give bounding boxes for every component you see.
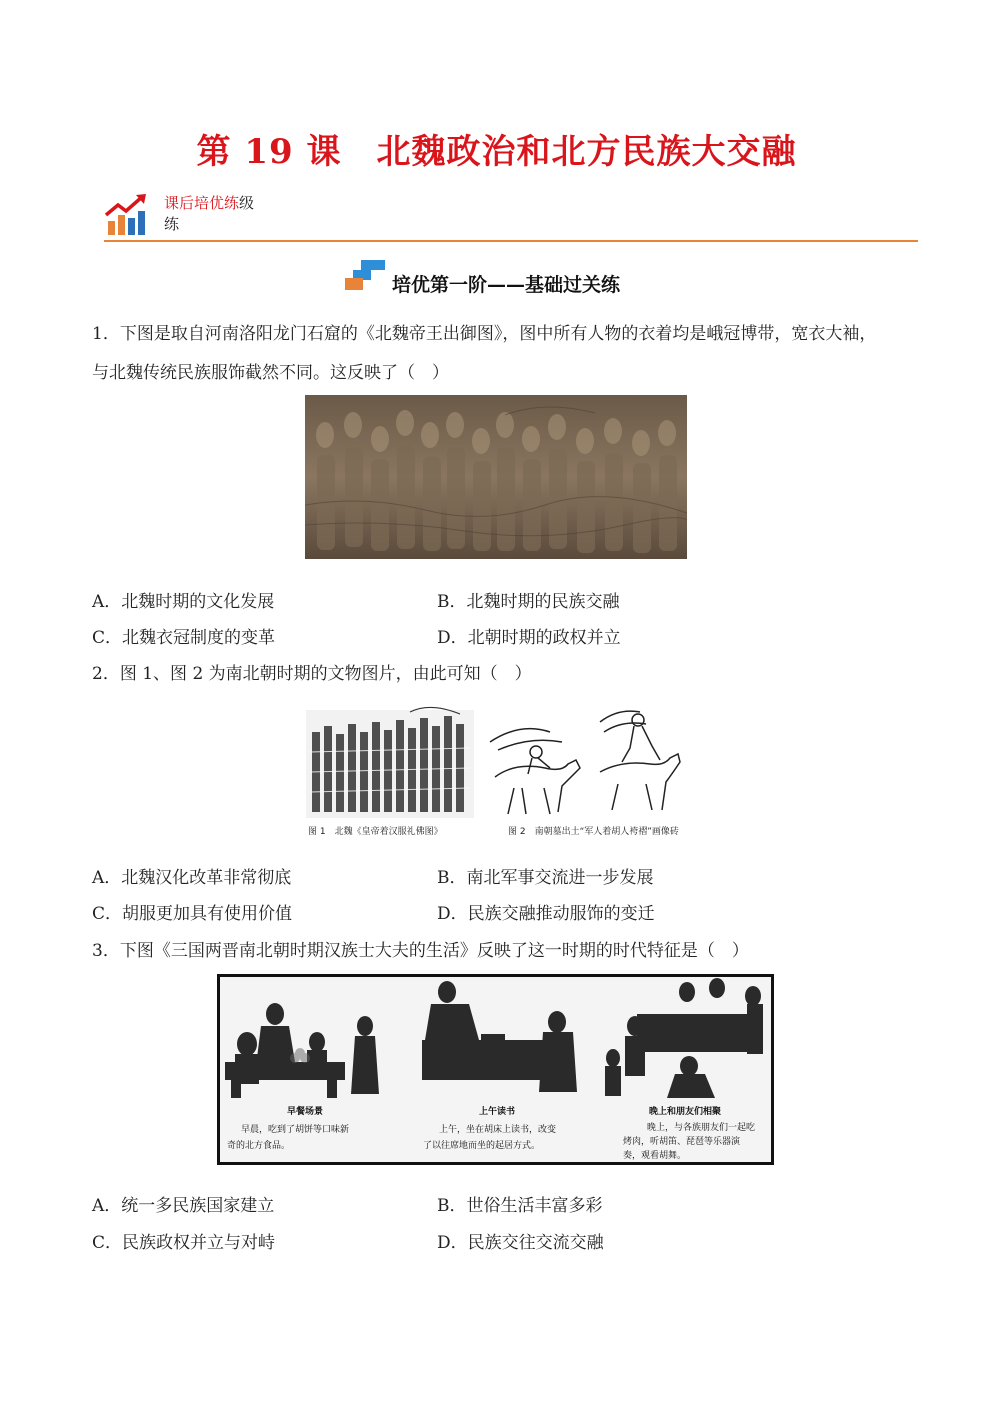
q1-option-c[interactable]: C．北魏衣冠制度的变革 [92, 628, 276, 648]
q2-option-d[interactable]: D．民族交融推动服饰的变迁 [437, 904, 655, 924]
panel-3-heading: 晚上和朋友们相聚 [649, 1107, 722, 1117]
panel-2-heading: 上午读书 [479, 1107, 516, 1117]
page-title: 第 19 课 北魏政治和北方民族大交融 [196, 132, 797, 172]
panel-1-text-2: 奇的北方食品。 [227, 1141, 291, 1151]
q3-option-d[interactable]: D．民族交往交流交融 [437, 1233, 604, 1253]
question-1-line-1: 1．下图是取自河南洛阳龙门石窟的《北魏帝王出御图》，图中所有人物的衣着均是峨冠博带，宽衣大袖， [92, 324, 877, 344]
badge-label-tail: 级 [239, 194, 255, 212]
question-2-line-1: 2．图 1、图 2 为南北朝时期的文物图片，由此可知（ ） [92, 664, 532, 684]
badge-label-line2: 练 [164, 215, 180, 233]
badge-label-red: 课后培优练 [164, 194, 240, 212]
panel-1-heading: 早餐场景 [287, 1107, 324, 1117]
practice-badge [164, 193, 254, 235]
panel-3-text-2: 烤肉，听胡笛、琵琶等乐器演 [623, 1137, 741, 1147]
relief-carving-image [305, 395, 687, 559]
q2-option-c[interactable]: C．胡服更加具有使用价值 [92, 904, 293, 924]
panel-2-text-2: 了以往席地而坐的起居方式。 [423, 1141, 541, 1151]
artifact-figures-image [300, 702, 724, 848]
q1-option-a[interactable]: A．北魏时期的文化发展 [92, 592, 275, 612]
q1-option-d[interactable]: D．北朝时期的政权并立 [437, 628, 621, 648]
steps-icon [343, 258, 387, 292]
figure-2-caption: 图 2 南朝墓出土“军人着胡人袴褶”画像砖 [508, 827, 679, 837]
q2-option-b[interactable]: B．南北军事交流进一步发展 [437, 868, 654, 888]
panel-3-text-1: 晚上，与各族朋友们一起吃 [647, 1123, 756, 1133]
q3-option-b[interactable]: B．世俗生活丰富多彩 [437, 1196, 603, 1216]
q3-option-c[interactable]: C．民族政权并立与对峙 [92, 1233, 276, 1253]
section-title: 培优第一阶——基础过关练 [392, 274, 621, 296]
question-3-line-1: 3．下图《三国两晋南北朝时期汉族士大夫的生活》反映了这一时期的时代特征是（ ） [92, 941, 749, 961]
panel-2-text-1: 上午，坐在胡床上读书，改变 [439, 1125, 557, 1135]
question-1-line-2: 与北魏传统民族服饰截然不同。这反映了（ ） [92, 363, 449, 383]
q1-option-b[interactable]: B．北魏时期的民族交融 [437, 592, 620, 612]
panel-3-text-3: 奏，观看胡舞。 [623, 1151, 687, 1161]
panel-1-text-1: 早晨，吃到了胡饼等口味新 [241, 1125, 350, 1135]
scholar-life-image [217, 974, 774, 1165]
q2-option-a[interactable]: A．北魏汉化改革非常彻底 [92, 868, 292, 888]
chart-trend-icon [104, 193, 152, 237]
header-divider [104, 240, 918, 242]
figure-1-caption: 图 1 北魏《皇帝着汉服礼佛图》 [308, 827, 443, 837]
q3-option-a[interactable]: A．统一多民族国家建立 [92, 1196, 275, 1216]
